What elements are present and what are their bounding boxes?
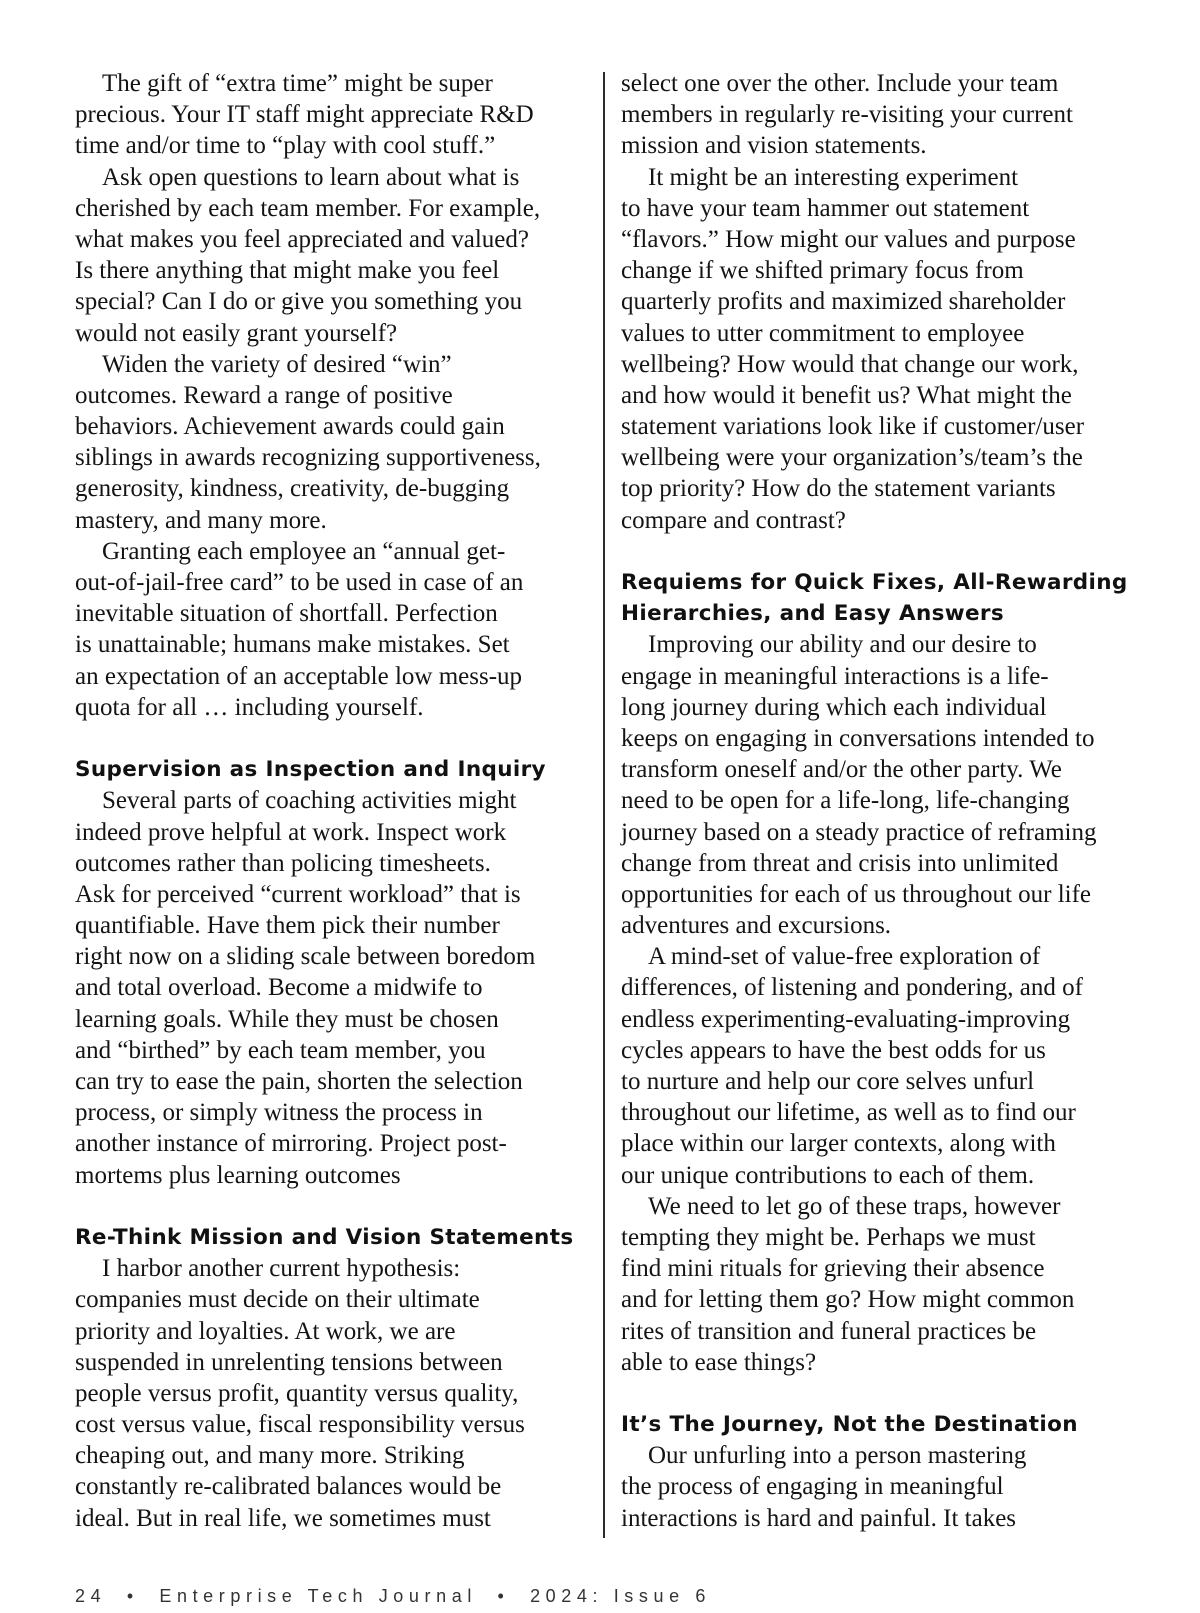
body-text-line: quota for all … including yourself. [75,693,424,721]
section-spacer [621,536,1136,567]
body-text-line: adventures and excursions. [621,912,892,940]
body-text-line: out-of-jail-free card” to be used in case of an [75,569,524,596]
body-text-line: place within our larger contexts, along with [621,1130,1056,1158]
section-heading: Requiems for Quick Fixes, All-Rewarding [621,570,1128,595]
body-text-line: generosity, kindness, creativity, de-bugging [75,475,510,503]
section-spacer [621,1378,1136,1409]
body-text-line: learning goals. While they must be chosen [75,1005,499,1033]
section-heading: Supervision as Inspection and Inquiry [75,757,546,783]
body-text-line: change if we shifted primary focus from [621,257,1024,285]
body-text-line: suspended in unrelenting tensions between [75,1348,503,1376]
body-text-line: and for letting them go? How might common [621,1286,1075,1314]
body-text-line: indeed prove helpful at work. Inspect work [75,818,507,846]
paragraph-start-line: Ask open questions to learn about what is [102,163,520,191]
body-text-line: process, or simply witness the process in [75,1099,483,1127]
column-divider [603,72,605,1538]
body-text-line: companies must decide on their ultimate [75,1286,480,1314]
body-text-line: differences, of listening and pondering, and of [621,974,1083,1002]
body-text-line: find mini rituals for grieving their absence [621,1255,1045,1283]
section-heading: Re-Think Mission and Vision Statements [75,1224,574,1250]
body-text-line: an expectation of an acceptable low mess-up [75,662,523,690]
body-text-line: cost versus value, fiscal responsibility versus [75,1411,525,1439]
body-text-line: constantly re-calibrated balances would be [75,1473,502,1501]
body-text-line: endless experimenting-evaluating-improving [621,1005,1071,1033]
paragraph-start-line: We need to let go of these traps, however [648,1192,1061,1220]
body-text-line: precious. Your IT staff might appreciate R&D [75,101,534,129]
paragraph-start-line: It might be an interesting experiment [648,163,1019,191]
body-text-line: is unattainable; humans make mistakes. Set [75,631,510,659]
issue-label: 2024: Issue 6 [530,1586,711,1606]
page-number: 24 [75,1586,107,1606]
section-heading: Hierarchies, and Easy Answers [621,601,1005,627]
body-text-line: outcomes rather than policing timesheets. [75,849,491,877]
body-text-line: cycles appears to have the best odds for us [621,1036,1046,1064]
body-text-line: and how would it benefit us? What might the [621,381,1072,409]
body-text-line: compare and contrast? [621,506,846,534]
body-text-line: able to ease things? [621,1348,817,1376]
body-text-line: wellbeing were your organization’s/team’s the [621,444,1083,472]
body-text-line: priority and loyalties. At work, we are [75,1317,456,1345]
body-text-line: members in regularly re-visiting your current [621,101,1073,129]
body-text-line: and “birthed” by each team member, you [75,1036,486,1064]
body-text-line: long journey during which each individual [621,693,1047,721]
paragraph-start-line: Widen the variety of desired “win” [102,350,452,378]
paragraph-start-line: I harbor another current hypothesis: [102,1255,461,1283]
body-text-line: “flavors.” How might our values and purpose [621,225,1076,253]
body-text-line: rites of transition and funeral practices be [621,1317,1037,1345]
page-footer [75,1586,711,1607]
body-text-line: would not easily grant yourself? [75,319,398,347]
paragraph-start-line: The gift of “extra time” might be super [102,70,493,97]
body-text-line: what makes you feel appreciated and valued? [75,225,529,253]
body-text-line: to have your team hammer out statement [621,194,1030,222]
section-spacer [75,723,585,754]
body-text-line: another instance of mirroring. Project post- [75,1130,507,1158]
footer-separator: • [497,1586,510,1606]
body-text-line: siblings in awards recognizing supportiveness, [75,444,541,472]
body-text-line: ideal. But in real life, we sometimes must [75,1504,491,1532]
right-column [621,68,1136,1534]
body-text-line: select one over the other. Include your team [621,70,1059,97]
body-text-line: right now on a sliding scale between boredom [75,943,536,971]
left-column [75,68,585,1534]
body-text-line: need to be open for a life-long, life-changing [621,787,1070,815]
body-text-line: throughout our lifetime, as well as to find our [621,1099,1076,1127]
body-text-line: inevitable situation of shortfall. Perfection [75,600,498,628]
body-text-line: outcomes. Reward a range of positive [75,381,453,409]
body-text-line: keeps on engaging in conversations intended to [621,724,1095,752]
body-text-line: top priority? How do the statement variants [621,475,1056,503]
body-text-line: can try to ease the pain, shorten the selection [75,1068,523,1095]
paragraph-start-line: Improving our ability and our desire to [648,631,1037,659]
body-text-line: values to utter commitment to employee [621,319,1025,347]
body-text-line: people versus profit, quantity versus quality, [75,1379,519,1407]
body-text-line: the process of engaging in meaningful [621,1473,1004,1501]
paragraph-start-line: A mind-set of value-free exploration of [648,943,1041,971]
body-text-line: to nurture and help our core selves unfurl [621,1068,1035,1095]
body-text-line: statement variations look like if customer/user [621,413,1085,441]
paragraph-start-line: Our unfurling into a person mastering [648,1442,1027,1470]
body-text-line: time and/or time to “play with cool stuff.” [75,132,496,160]
body-text-line: quantifiable. Have them pick their number [75,912,500,940]
body-text-line: special? Can I do or give you something you [75,288,523,316]
body-text-line: Is there anything that might make you feel [75,257,500,285]
body-text-line: engage in meaningful interactions is a life- [621,662,1049,690]
body-text-line: cherished by each team member. For example, [75,194,541,222]
section-spacer [75,1191,585,1222]
body-text-line: behaviors. Achievement awards could gain [75,413,505,441]
body-text-line: our unique contributions to each of them. [621,1161,1035,1189]
section-heading: It’s The Journey, Not the Destination [621,1412,1078,1438]
journal-name: Enterprise Tech Journal [159,1586,477,1606]
body-text-line: transform oneself and/or the other party. We [621,756,1062,784]
body-text-line: mastery, and many more. [75,506,327,534]
body-text-line: change from threat and crisis into unlimited [621,849,1059,877]
paragraph-start-line: Several parts of coaching activities might [102,787,517,815]
body-text-line: journey based on a steady practice of reframing [621,818,1097,846]
body-text-line: Ask for perceived “current workload” that is [75,880,521,908]
body-text-line: cheaping out, and many more. Striking [75,1442,465,1470]
footer-separator: • [126,1586,139,1606]
body-text-line: interactions is hard and painful. It takes [621,1504,1017,1532]
body-text-line: opportunities for each of us throughout our life [621,880,1092,908]
body-text-line: mortems plus learning outcomes [75,1161,401,1189]
body-text-line: and total overload. Become a midwife to [75,974,483,1002]
body-text-line: quarterly profits and maximized shareholder [621,288,1066,316]
paragraph-start-line: Granting each employee an “annual get- [102,537,506,565]
body-text-line: tempting they might be. Perhaps we must [621,1223,1036,1251]
body-text-line: mission and vision statements. [621,132,927,160]
body-text-line: wellbeing? How would that change our work, [621,350,1079,378]
